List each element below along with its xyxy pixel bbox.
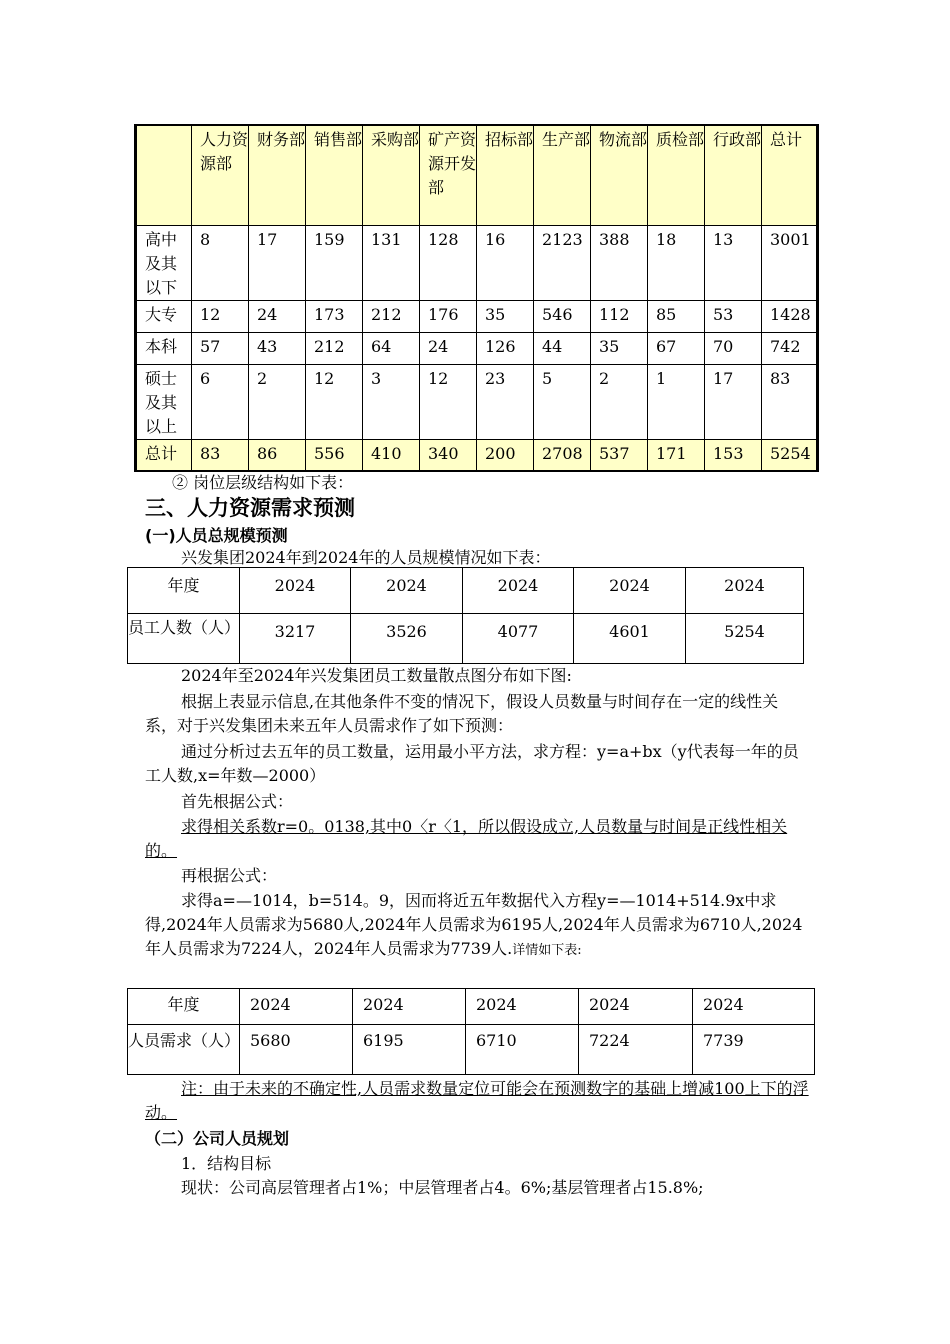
table-cell: 86 [249, 439, 306, 471]
table-cell: 67 [648, 332, 705, 364]
paragraph: 首先根据公式： [181, 792, 294, 811]
paragraph: 现状：公司高层管理者占1%；中层管理者占4。6%;基层管理者占15.8%; [181, 1178, 704, 1197]
table-cell: 173 [306, 300, 363, 332]
result-text: 求得a=—1014，b=514。9，因而将近五年数据代入方程y=—1014+514.9x中求得,2024年人员需求为5680人,2024年人员需求为6195人,2024年人员需求为6710人,2024年人员需求为7224人，2024年人员需求为7739人. [145, 891, 803, 958]
table-cell: 7739 [693, 1025, 815, 1075]
table-cell: 5254 [762, 439, 818, 471]
table-cell: 24 [249, 300, 306, 332]
table-cell: 153 [705, 439, 762, 471]
table-cell: 5254 [686, 614, 804, 664]
table-cell: 43 [249, 332, 306, 364]
table-total-row [136, 439, 818, 471]
table-cell: 44 [534, 332, 591, 364]
table-cell: 340 [420, 439, 477, 471]
table-cell: 410 [363, 439, 420, 471]
paragraph [145, 889, 810, 963]
table-cell: 2024 [686, 568, 804, 614]
table-cell: 2024 [693, 989, 815, 1025]
header-cell: 采购部 [363, 125, 420, 225]
row-label: 硕士及其以上 [136, 364, 192, 439]
table-cell: 556 [306, 439, 363, 471]
table-cell: 12 [420, 364, 477, 439]
table-cell: 7224 [579, 1025, 693, 1075]
paragraph: 再根据公式： [181, 866, 278, 885]
table-cell: 8 [192, 225, 249, 300]
row-label: 大专 [136, 300, 192, 332]
table-cell: 212 [306, 332, 363, 364]
table-row [128, 614, 804, 664]
table-cell: 2024 [240, 989, 353, 1025]
table-cell: 16 [477, 225, 534, 300]
table-cell: 83 [762, 364, 818, 439]
table-cell: 546 [534, 300, 591, 332]
table-cell: 171 [648, 439, 705, 471]
table-cell: 126 [477, 332, 534, 364]
table-cell: 13 [705, 225, 762, 300]
header-cell: 总计 [762, 125, 818, 225]
note-paragraph: 注：由于未来的不确定性,人员需求数量定位可能会在预测数字的基础上增减100上下的浮动。 [145, 1079, 809, 1122]
table-cell: 12 [306, 364, 363, 439]
table-cell: 17 [249, 225, 306, 300]
demand-forecast-table [127, 988, 815, 1075]
header-cell: 销售部 [306, 125, 363, 225]
table-cell: 131 [363, 225, 420, 300]
table-cell: 2024 [351, 568, 463, 614]
table-cell: 1428 [762, 300, 818, 332]
table-cell: 212 [363, 300, 420, 332]
table-cell: 2024 [240, 568, 351, 614]
paragraph: 2024年至2024年兴发集团员工数量散点图分布如下图: [181, 666, 572, 685]
table-cell: 4077 [463, 614, 574, 664]
table-cell: 2024 [574, 568, 686, 614]
result-tail: 详情如下表: [512, 943, 582, 958]
row-label: 高中及其以下 [136, 225, 192, 300]
table-cell: 388 [591, 225, 648, 300]
header-cell: 人力资源部 [192, 125, 249, 225]
table-row [128, 989, 815, 1025]
table-cell: 4601 [574, 614, 686, 664]
table-cell: 3217 [240, 614, 351, 664]
table-cell: 35 [591, 332, 648, 364]
table-cell: 1 [648, 364, 705, 439]
section-title: 三、人力资源需求预测 [145, 496, 355, 520]
header-cell: 财务部 [249, 125, 306, 225]
row-label: 年度 [128, 568, 240, 614]
row-label: 员工人数（人） [128, 614, 240, 664]
table-cell: 2024 [579, 989, 693, 1025]
header-cell: 生产部 [534, 125, 591, 225]
table-cell: 128 [420, 225, 477, 300]
table-row [128, 568, 804, 614]
table-cell: 6 [192, 364, 249, 439]
table-cell: 112 [591, 300, 648, 332]
paragraph: 根据上表显示信息,在其他条件不变的情况下，假设人员数量与时间存在一定的线性关系，对于兴发集团未来五年人员需求作了如下预测： [145, 692, 779, 735]
table-cell: 53 [705, 300, 762, 332]
table-cell: 159 [306, 225, 363, 300]
table-cell: 6195 [353, 1025, 466, 1075]
subsection-title: (一)人员总规模预测 [145, 526, 288, 545]
table-row [136, 364, 818, 439]
table-cell: 2123 [534, 225, 591, 300]
table-cell: 24 [420, 332, 477, 364]
table-cell: 3 [363, 364, 420, 439]
table-cell: 3526 [351, 614, 463, 664]
table-cell: 537 [591, 439, 648, 471]
table-cell: 6710 [466, 1025, 579, 1075]
table-cell: 2024 [463, 568, 574, 614]
table-cell: 200 [477, 439, 534, 471]
staff-scale-table [127, 567, 804, 664]
table-cell: 83 [192, 439, 249, 471]
row-label: 本科 [136, 332, 192, 364]
row-label: 总计 [136, 439, 192, 471]
table-row [136, 225, 818, 300]
header-cell: 物流部 [591, 125, 648, 225]
table-cell: 57 [192, 332, 249, 364]
table-header-row [136, 125, 818, 225]
table-cell: 85 [648, 300, 705, 332]
row-label: 人员需求（人） [128, 1025, 240, 1075]
table-row [136, 300, 818, 332]
table-cell: 2 [591, 364, 648, 439]
list-item-heading: 1．结构目标 [181, 1154, 272, 1173]
education-table [134, 124, 819, 472]
row-label: 年度 [128, 989, 240, 1025]
header-cell: 矿产资源开发部 [420, 125, 477, 225]
header-cell: 质检部 [648, 125, 705, 225]
table-cell: 23 [477, 364, 534, 439]
table-cell: 742 [762, 332, 818, 364]
table-cell: 2 [249, 364, 306, 439]
table-cell: 2024 [466, 989, 579, 1025]
table-cell: 176 [420, 300, 477, 332]
table-cell: 18 [648, 225, 705, 300]
table-cell: 12 [192, 300, 249, 332]
header-cell: 招标部 [477, 125, 534, 225]
table-cell: 2024 [353, 989, 466, 1025]
header-cell: 行政部 [705, 125, 762, 225]
table-cell: 5 [534, 364, 591, 439]
table-caption: ② 岗位层级结构如下表： [172, 473, 354, 492]
table-row [136, 332, 818, 364]
paragraph: 通过分析过去五年的员工数量，运用最小平方法，求方程：y=a+bx（y代表每一年的员工人数,x=年数—2000） [145, 742, 799, 785]
table-cell: 70 [705, 332, 762, 364]
table-row [128, 1025, 815, 1075]
subsection-title: （二）公司人员规划 [145, 1129, 290, 1148]
table-cell: 35 [477, 300, 534, 332]
table-cell: 5680 [240, 1025, 353, 1075]
paragraph: 求得相关系数r=0。0138,其中0〈r〈1，所以假设成立,人员数量与时间是正线性相关的。 [145, 817, 788, 860]
table-cell: 17 [705, 364, 762, 439]
table-cell: 2708 [534, 439, 591, 471]
paragraph: 兴发集团2024年到2024年的人员规模情况如下表： [181, 548, 551, 567]
table-cell: 64 [363, 332, 420, 364]
table-cell: 3001 [762, 225, 818, 300]
